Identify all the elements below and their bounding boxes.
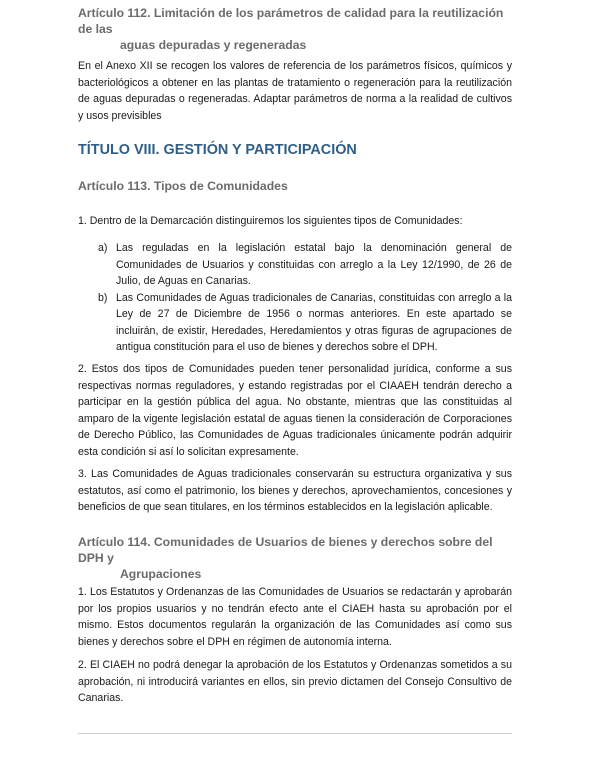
article-112-heading bbox=[78, 5, 512, 53]
article-114-heading bbox=[78, 534, 512, 582]
article-113-paragraph-1: 1. Dentro de la Demarcación distinguiremos los siguientes tipos de Comunidades: bbox=[78, 215, 463, 227]
list-item-text: Las reguladas en la legislación estatal bajo la denominación general de Comunidades de Usuarios y constituidas con arreglo a la Ley 12/1990, de 26 de Julio, de Aguas en Canarias. bbox=[116, 242, 512, 287]
article-114-heading-line1: Artículo 114. Comunidades de Usuarios de bienes y derechos sobre del DPH y bbox=[78, 535, 493, 565]
article-114-heading-line2: Agrupaciones bbox=[120, 567, 202, 581]
list-item bbox=[78, 240, 512, 290]
footer-divider bbox=[78, 733, 512, 734]
article-113-list bbox=[78, 240, 512, 356]
article-114-paragraph-2: 2. El CIAEH no podrá denegar la aprobación de los Estatutos y Ordenanzas sometidos a su aprobación, ni introducirá variantes en ellos, sin previo dictamen del Consejo Consultivo de Canarias. bbox=[78, 659, 512, 704]
article-113-heading: Artículo 113. Tipos de Comunidades bbox=[78, 179, 288, 193]
list-item-text: Las Comunidades de Aguas tradicionales de Canarias, constituidas con arreglo a la Ley de 27 de Diciembre de 1956 o normas anteriores. En este apartado se incluirán, de existir, Heredades, Heredamientos y otras figuras de agrupaciones de antigua constitución para el uso de bienes y derechos sobre el DPH. bbox=[116, 291, 512, 353]
article-113-paragraph-2: 2. Estos dos tipos de Comunidades pueden tener personalidad jurídica, conforme a sus respectivas normas reguladores, y estando registradas por el CIAAEH tendrán derecho a participar en la gestión pública del agua. No obstante, mientras que las constituidas al amparo de la vigente legislación estatal de aguas tienen la consideración de Corporaciones de Derecho Público, las Comunidades de Aguas tradicionales únicamente podrán adquirir esta condición si así lo solicitan expresamente. bbox=[78, 363, 512, 458]
article-113-paragraph-3: 3. Las Comunidades de Aguas tradicionales conservarán su estructura organizativa y sus estatutos, así como el patrimonio, los bienes y derechos, aprovechamientos, concesiones y beneficios de que sean titulares, en los términos establecidos en la legislación aplicable. bbox=[78, 468, 512, 513]
title-viii-heading: TÍTULO VIII. GESTIÓN Y PARTICIPACIÓN bbox=[78, 142, 357, 158]
list-item bbox=[78, 290, 512, 356]
article-112-heading-line1: Artículo 112. Limitación de los parámetros de calidad para la reutilización de las bbox=[78, 6, 504, 36]
article-112-paragraph: En el Anexo XII se recogen los valores de referencia de los parámetros físicos, químicos y bacteriológicos a obtener en las plantas de tratamiento o regeneración para la reutilización de aguas depuradas o regeneradas. Adaptar parámetros de norma a la realidad de cultivos y usos previsibles bbox=[78, 60, 512, 122]
list-marker: b) bbox=[98, 291, 108, 304]
article-114-paragraph-1: 1. Los Estatutos y Ordenanzas de las Comunidades de Usuarios se redactarán y aprobarán por los propios usuarios y no tendrán efecto ante el CIAEH hasta su aprobación por el mismo. Estos documentos regularán la organización de las Comunidades así como sus bienes y derechos sobre el DPH en régimen de autonomía interna. bbox=[78, 586, 512, 648]
article-112-heading-line2: aguas depuradas y regeneradas bbox=[120, 38, 307, 52]
list-marker: a) bbox=[98, 242, 108, 254]
